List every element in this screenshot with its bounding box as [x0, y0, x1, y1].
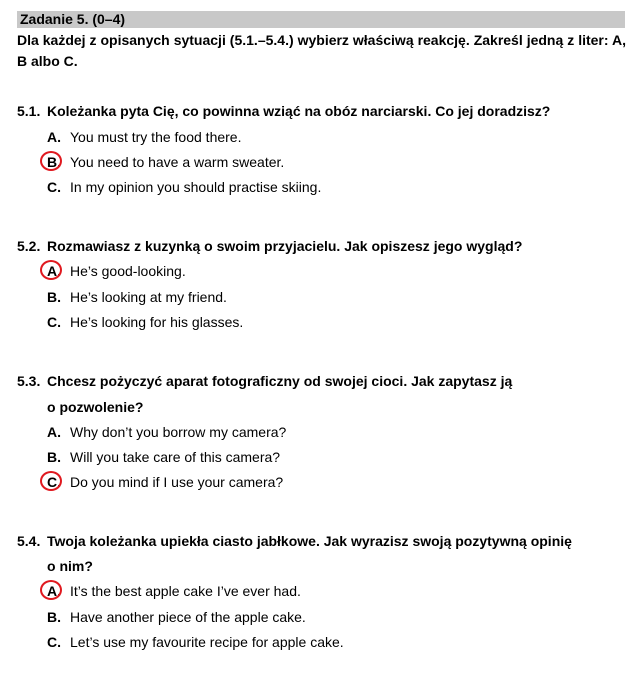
- option-text: Have another piece of the apple cake.: [70, 609, 306, 625]
- option-text: Will you take care of this camera?: [70, 449, 281, 465]
- option-text: Do you mind if I use your camera?: [70, 474, 284, 490]
- option-letter: B.: [47, 609, 61, 625]
- answer-circle-mark: [40, 151, 62, 171]
- option-letter: A.: [47, 424, 61, 440]
- option-letter: A.: [47, 583, 61, 599]
- option-5-4-c[interactable]: [47, 632, 344, 652]
- option-5-3-a[interactable]: [47, 422, 286, 442]
- option-letter: B.: [47, 154, 61, 170]
- option-letter: C.: [47, 634, 61, 650]
- question-5-4: [17, 531, 572, 551]
- question-text: Koleżanka pyta Cię, co powinna wziąć na obóz narciarski. Co jej doradzisz?: [47, 103, 551, 119]
- option-5-2-c[interactable]: [47, 312, 243, 332]
- option-text: In my opinion you should practise skiing.: [70, 179, 322, 195]
- option-5-3-c[interactable]: [47, 472, 283, 492]
- option-text: Why don’t you borrow my camera?: [70, 424, 287, 440]
- option-5-3-b[interactable]: [47, 447, 280, 467]
- question-text-continued: o nim?: [47, 558, 93, 574]
- option-text: He’s good-looking.: [70, 263, 186, 279]
- option-5-1-a[interactable]: [47, 127, 241, 147]
- question-5-1: [17, 101, 550, 121]
- question-5-3: [17, 371, 512, 391]
- option-letter: C.: [47, 179, 61, 195]
- task-instructions: Dla każdej z opisanych sytuacji (5.1.–5.4.) wybierz właściwą reakcję. Zakreśl jedną z liter: A, B albo C.: [17, 32, 626, 69]
- option-letter: B.: [47, 449, 61, 465]
- question-text-continued: o pozwolenie?: [47, 399, 144, 415]
- option-letter: C.: [47, 474, 61, 490]
- option-letter: B.: [47, 289, 61, 305]
- option-letter: C.: [47, 314, 61, 330]
- answer-circle-mark: [40, 471, 62, 491]
- option-text: He’s looking for his glasses.: [70, 314, 244, 330]
- option-5-2-a[interactable]: [47, 261, 186, 281]
- option-text: You must try the food there.: [70, 129, 242, 145]
- question-number: 5.1.: [17, 103, 41, 119]
- option-5-2-b[interactable]: [47, 287, 227, 307]
- option-5-4-a[interactable]: [47, 581, 301, 601]
- option-letter: A.: [47, 129, 61, 145]
- question-number: 5.2.: [17, 238, 41, 254]
- option-5-1-b[interactable]: [47, 152, 284, 172]
- option-5-4-b[interactable]: [47, 607, 306, 627]
- option-text: He’s looking at my friend.: [70, 289, 227, 305]
- option-text: It’s the best apple cake I’ve ever had.: [70, 583, 301, 599]
- option-text: Let’s use my favourite recipe for apple cake.: [70, 634, 344, 650]
- option-5-1-c[interactable]: [47, 177, 321, 197]
- answer-circle-mark: [40, 260, 62, 280]
- question-number: 5.4.: [17, 533, 41, 549]
- task-title: Zadanie 5. (0–4): [20, 11, 126, 27]
- option-letter: A.: [47, 263, 61, 279]
- option-text: You need to have a warm sweater.: [70, 154, 285, 170]
- question-text: Twoja koleżanka upiekła ciasto jabłkowe. Jak wyrazisz swoją pozytywną opinię: [47, 533, 572, 549]
- question-number: 5.3.: [17, 373, 41, 389]
- question-text: Chcesz pożyczyć aparat fotograficzny od swojej cioci. Jak zapytasz ją: [47, 373, 513, 389]
- answer-circle-mark: [40, 580, 62, 600]
- question-text: Rozmawiasz z kuzynką o swoim przyjacielu. Jak opiszesz jego wygląd?: [47, 238, 523, 254]
- question-5-2: [17, 236, 522, 256]
